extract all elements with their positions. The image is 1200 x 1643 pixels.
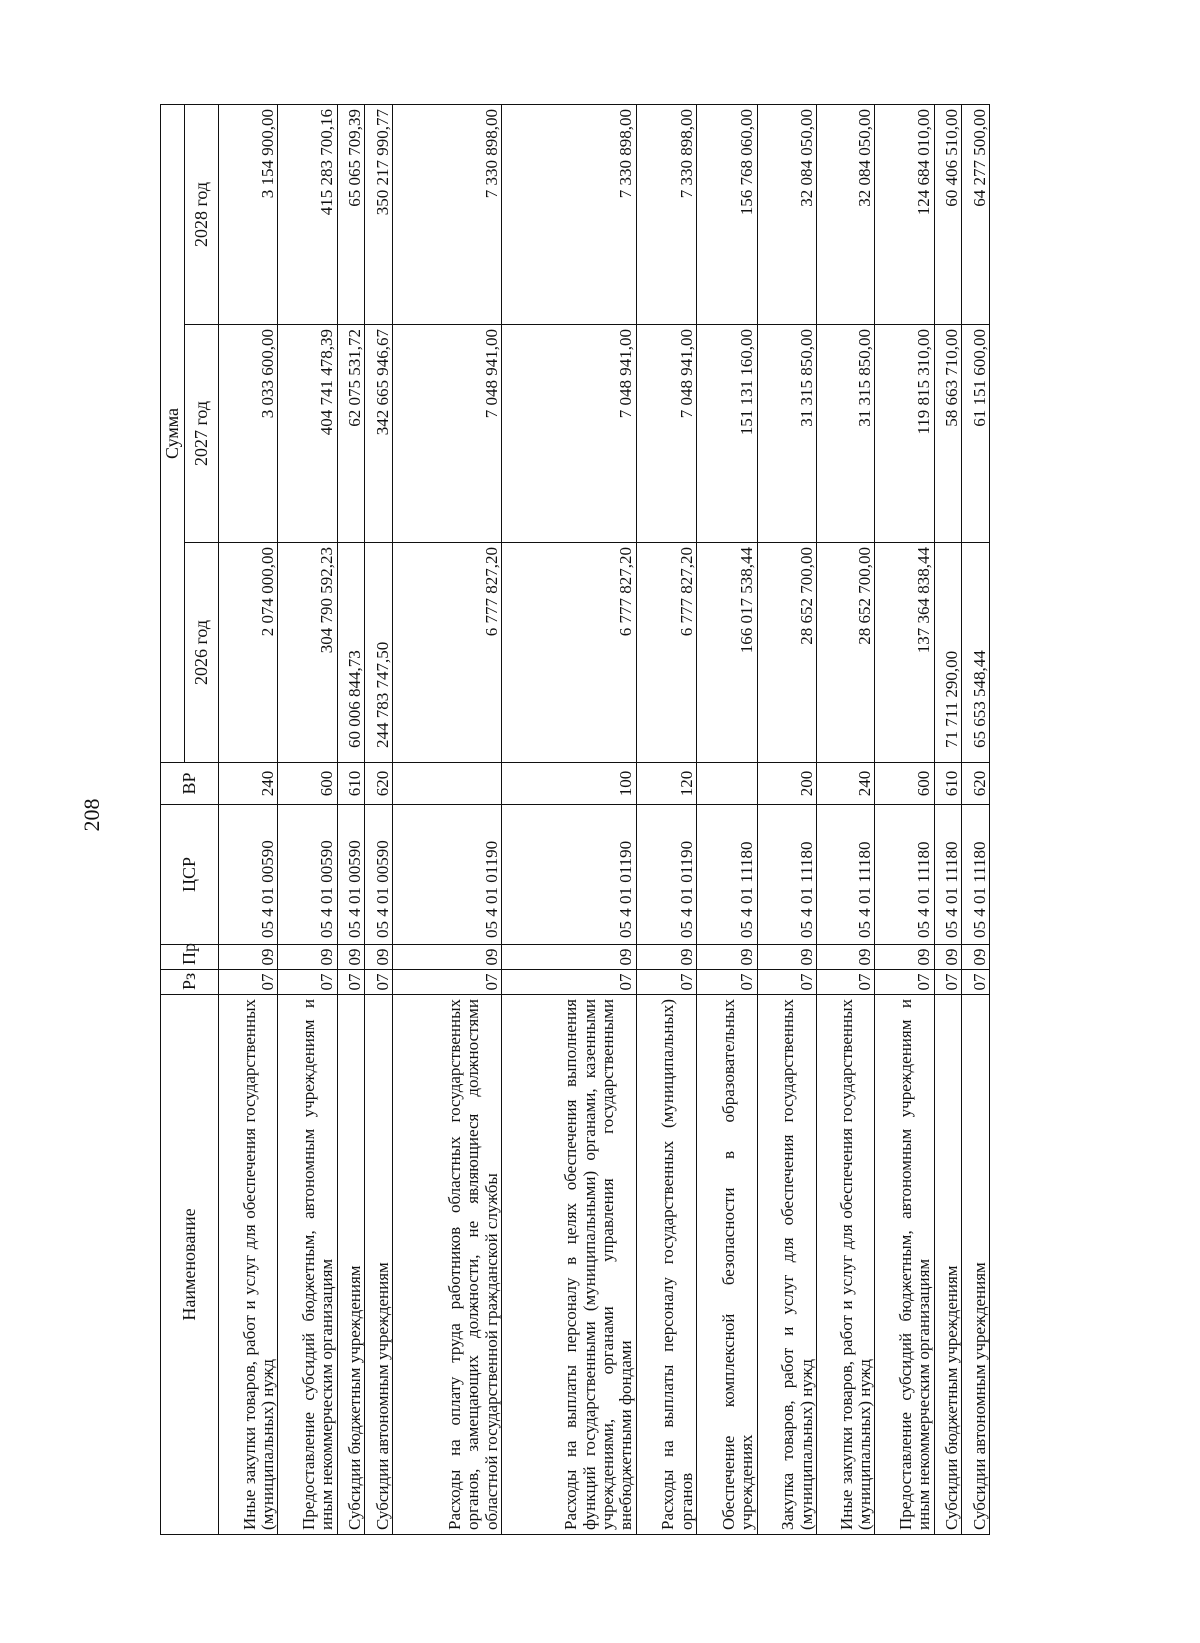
row-name: Иные закупки товаров, работ и услуг для обеспечения государственных (муниципальных) нужд — [219, 995, 278, 1535]
row-sum-2028: 60 406 510,00 — [934, 104, 962, 324]
row-vr: 100 — [502, 763, 637, 805]
header-2027: 2027 год — [185, 325, 219, 543]
row-sum-2026: 71 711 290,00 — [934, 543, 962, 763]
row-vr: 610 — [337, 763, 365, 805]
header-row-top — [161, 104, 185, 1534]
row-sum-2027: 151 131 160,00 — [697, 325, 757, 543]
row-sum-2028: 7 330 898,00 — [636, 104, 696, 324]
row-sum-2028: 350 217 990,77 — [365, 104, 393, 324]
row-sum-2026: 65 653 548,44 — [962, 543, 990, 763]
row-name: Субсидии бюджетным учреждениям — [934, 995, 962, 1535]
header-pr: Пр — [161, 945, 219, 970]
row-vr: 620 — [962, 763, 990, 805]
row-csr: 05 4 01 11180 — [962, 805, 990, 945]
row-csr: 05 4 01 11180 — [875, 805, 934, 945]
row-sum-2028: 7 330 898,00 — [502, 104, 637, 324]
table-row — [962, 104, 990, 1534]
row-name: Закупка товаров, работ и услуг для обеспечения государственных (муниципальных) нужд — [757, 995, 816, 1535]
table-row — [934, 104, 962, 1534]
row-vr — [697, 763, 757, 805]
row-pr: 09 — [337, 945, 365, 970]
row-csr: 05 4 01 11180 — [697, 805, 757, 945]
row-sum-2028: 124 684 010,00 — [875, 104, 934, 324]
row-rz: 07 — [278, 970, 337, 995]
page-number: 208 — [79, 798, 104, 832]
table-row — [502, 104, 637, 1534]
row-name: Расходы на выплаты персоналу государственных (муниципальных) органов — [636, 995, 696, 1535]
row-sum-2027: 3 033 600,00 — [219, 325, 278, 543]
row-rz: 07 — [337, 970, 365, 995]
row-sum-2027: 7 048 941,00 — [502, 325, 637, 543]
row-vr: 240 — [219, 763, 278, 805]
header-rz: Рз — [161, 970, 219, 995]
table-row — [278, 104, 337, 1534]
row-sum-2027: 31 315 850,00 — [817, 325, 875, 543]
row-pr: 09 — [502, 945, 637, 970]
table-row — [817, 104, 875, 1534]
header-2028: 2028 год — [185, 104, 219, 324]
row-sum-2026: 304 790 592,23 — [278, 543, 337, 763]
row-sum-2027: 7 048 941,00 — [636, 325, 696, 543]
row-sum-2026: 6 777 827,20 — [636, 543, 696, 763]
header-name: Наименование — [161, 995, 219, 1535]
row-sum-2026: 6 777 827,20 — [502, 543, 637, 763]
table-row — [757, 104, 816, 1534]
table-row — [219, 104, 278, 1534]
row-vr: 600 — [875, 763, 934, 805]
row-rz: 07 — [817, 970, 875, 995]
row-name: Иные закупки товаров, работ и услуг для обеспечения государственных (муниципальных) нужд — [817, 995, 875, 1535]
row-rz: 07 — [219, 970, 278, 995]
row-name: Предоставление субсидий бюджетным, автономным учреждениям и иным некоммерческим организациям — [875, 995, 934, 1535]
row-sum-2027: 61 151 600,00 — [962, 325, 990, 543]
row-name: Обеспечение комплексной безопасности в образовательных учреждениях — [697, 995, 757, 1535]
budget-table — [160, 104, 990, 1535]
row-sum-2026: 244 783 747,50 — [365, 543, 393, 763]
row-vr: 620 — [365, 763, 393, 805]
row-sum-2026: 6 777 827,20 — [392, 543, 501, 763]
rotated-table-container — [160, 105, 990, 1535]
row-csr: 05 4 01 11180 — [757, 805, 816, 945]
row-csr: 05 4 01 01190 — [636, 805, 696, 945]
row-pr: 09 — [962, 945, 990, 970]
row-sum-2028: 415 283 700,16 — [278, 104, 337, 324]
row-sum-2028: 3 154 900,00 — [219, 104, 278, 324]
row-csr: 05 4 01 01190 — [392, 805, 501, 945]
header-vr: ВР — [161, 763, 219, 805]
row-name: Предоставление субсидий бюджетным, автономным учреждениям и иным некоммерческим организациям — [278, 995, 337, 1535]
row-pr: 09 — [817, 945, 875, 970]
row-rz: 07 — [962, 970, 990, 995]
row-sum-2027: 62 075 531,72 — [337, 325, 365, 543]
row-csr: 05 4 01 11180 — [817, 805, 875, 945]
row-sum-2027: 119 815 310,00 — [875, 325, 934, 543]
table-row — [365, 104, 393, 1534]
row-csr: 05 4 01 11180 — [934, 805, 962, 945]
table-row — [392, 104, 501, 1534]
table-row — [337, 104, 365, 1534]
row-vr: 120 — [636, 763, 696, 805]
table-row — [875, 104, 934, 1534]
row-rz: 07 — [757, 970, 816, 995]
row-rz: 07 — [502, 970, 637, 995]
row-csr: 05 4 01 00590 — [337, 805, 365, 945]
row-sum-2026: 2 074 000,00 — [219, 543, 278, 763]
row-vr: 240 — [817, 763, 875, 805]
row-name: Расходы на выплаты персоналу в целях обеспечения выполнения функций государственными (муниципальными) органами, казенными учреждениями, органами управления государственными внебюджетными фондами — [502, 995, 637, 1535]
row-sum-2028: 156 768 060,00 — [697, 104, 757, 324]
row-sum-2027: 31 315 850,00 — [757, 325, 816, 543]
row-vr — [392, 763, 501, 805]
row-rz: 07 — [697, 970, 757, 995]
table-body — [219, 104, 990, 1534]
row-pr: 09 — [697, 945, 757, 970]
row-sum-2028: 7 330 898,00 — [392, 104, 501, 324]
header-csr: ЦСР — [161, 805, 219, 945]
table-row — [697, 104, 757, 1534]
row-rz: 07 — [636, 970, 696, 995]
row-name: Субсидии автономным учреждениям — [962, 995, 990, 1535]
row-rz: 07 — [365, 970, 393, 995]
row-pr: 09 — [365, 945, 393, 970]
row-csr: 05 4 01 00590 — [278, 805, 337, 945]
row-rz: 07 — [934, 970, 962, 995]
row-sum-2028: 65 065 709,39 — [337, 104, 365, 324]
row-name: Субсидии автономным учреждениям — [365, 995, 393, 1535]
row-sum-2028: 32 084 050,00 — [757, 104, 816, 324]
row-csr: 05 4 01 00590 — [365, 805, 393, 945]
row-rz: 07 — [392, 970, 501, 995]
row-pr: 09 — [278, 945, 337, 970]
header-sum: Сумма — [161, 104, 185, 762]
table-row — [636, 104, 696, 1534]
row-pr: 09 — [934, 945, 962, 970]
row-pr: 09 — [757, 945, 816, 970]
row-pr: 09 — [219, 945, 278, 970]
row-sum-2026: 28 652 700,00 — [817, 543, 875, 763]
row-sum-2027: 342 665 946,67 — [365, 325, 393, 543]
row-sum-2028: 64 277 500,00 — [962, 104, 990, 324]
row-sum-2027: 404 741 478,39 — [278, 325, 337, 543]
row-name: Субсидии бюджетным учреждениям — [337, 995, 365, 1535]
row-vr: 610 — [934, 763, 962, 805]
row-pr: 09 — [875, 945, 934, 970]
row-sum-2026: 137 364 838,44 — [875, 543, 934, 763]
header-2026: 2026 год — [185, 543, 219, 763]
row-sum-2026: 28 652 700,00 — [757, 543, 816, 763]
row-name: Расходы на оплату труда работников областных государственных органов, замещающих должности, не являющиеся должностями областной государственной гражданской службы — [392, 995, 501, 1535]
row-sum-2026: 166 017 538,44 — [697, 543, 757, 763]
row-pr: 09 — [636, 945, 696, 970]
row-pr: 09 — [392, 945, 501, 970]
row-csr: 05 4 01 01190 — [502, 805, 637, 945]
row-sum-2026: 60 006 844,73 — [337, 543, 365, 763]
row-sum-2027: 7 048 941,00 — [392, 325, 501, 543]
row-vr: 200 — [757, 763, 816, 805]
row-vr: 600 — [278, 763, 337, 805]
row-rz: 07 — [875, 970, 934, 995]
row-sum-2028: 32 084 050,00 — [817, 104, 875, 324]
row-sum-2027: 58 663 710,00 — [934, 325, 962, 543]
row-csr: 05 4 01 00590 — [219, 805, 278, 945]
